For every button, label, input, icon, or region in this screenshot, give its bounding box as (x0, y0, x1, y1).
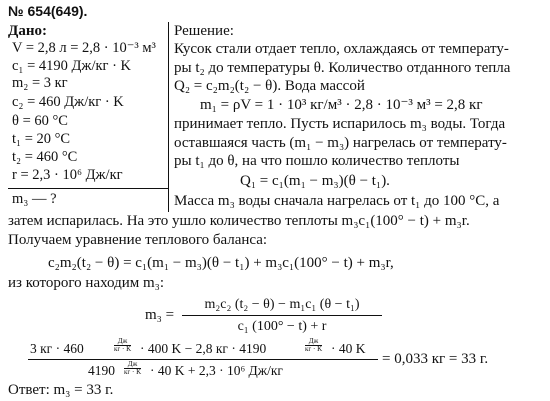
calc-den-part-1: 4190 (88, 363, 115, 378)
solution-line-4: m₁ = ρV = 1 · 10³ кг/м³ · 2,8 · 10⁻³ м³ = 2,8 кг (200, 97, 483, 113)
solution-line-3: Q₂ = c₂m₂(t₂ − θ). Вода массой (174, 78, 365, 94)
given-divider (8, 188, 168, 189)
solution-line-5: принимает тепло. Пусть испарилось m₃ воды. Тогда (174, 116, 506, 132)
solution-line-9: Масса m₃ воды сначала нагрелась от t₁ до 100 °C, а (174, 193, 500, 209)
given-line-2: c₁ = 4190 Дж/кг · K (12, 58, 132, 74)
problem-number: № 654(649). (8, 3, 88, 19)
given-line-7: t₂ = 460 °C (12, 149, 78, 165)
solution-line-8: Q₁ = c₁(m₁ − m₃)(θ − t₁). (240, 173, 390, 189)
given-title: Дано: (8, 23, 47, 39)
given-line-6: t₁ = 20 °C (12, 131, 71, 147)
solution-line-2: ры t₂ до температуры θ. Количество отданного тепла (174, 60, 511, 76)
calc-fraction-bar (28, 359, 378, 360)
given-line-4: c₂ = 460 Дж/кг · K (12, 94, 124, 110)
calc-num-part-1: 3 кг · 460 (30, 341, 84, 356)
calc-den-part-2: · 40 K + 2,3 · 10⁶ Дж/кг (150, 363, 283, 378)
calc-unit-frac-2: Дж кг · K (305, 337, 323, 353)
body-line-1: затем испарилась. На это ушло количество теплоты m₃c₁(100° − t) + m₃r. (8, 213, 470, 229)
formula-denominator: c₁ (100° − t) + r (237, 319, 327, 334)
solution-title: Решение: (174, 23, 234, 39)
given-line-1: V = 2,8 л = 2,8 · 10⁻³ м³ (12, 40, 156, 56)
calc-unit-frac-1: Дж кг · K (114, 337, 132, 353)
given-line-8: r = 2,3 · 10⁶ Дж/кг (12, 167, 123, 183)
given-separator (168, 22, 169, 212)
find-line: m₃ — ? (12, 191, 57, 207)
calc-unit-frac-3: Дж кг · K (124, 360, 142, 376)
given-line-5: θ = 60 °C (12, 113, 68, 129)
balance-equation: c₂m₂(t₂ − θ) = c₁(m₁ − m₃)(θ − t₁) + m₃c₁(100° − t) + m₃r, (48, 255, 394, 271)
solution-line-1: Кусок стали отдает тепло, охлаждаясь от температу- (174, 41, 509, 57)
body-line-4: из которого находим m₃: (8, 275, 165, 291)
calc-num-part-3: · 40 K (331, 341, 366, 356)
answer-line: Ответ: m₃ = 33 г. (8, 382, 114, 398)
given-line-3: m₂ = 3 кг (12, 75, 68, 91)
formula-numerator: m₂c₂ (t₂ − θ) − m₁c₁ (θ − t₁) (204, 297, 360, 312)
formula-fraction-bar (182, 315, 382, 316)
body-line-2: Получаем уравнение теплового баланса: (8, 232, 268, 248)
formula-lhs: m₃ = (145, 307, 175, 323)
solution-line-7: ры t₁ до θ, на что пошло количество теплоты (174, 153, 460, 169)
calc-num-part-2: · 400 K − 2,8 кг · 4190 (140, 341, 267, 356)
calc-result: = 0,033 кг = 33 г. (382, 351, 489, 367)
solution-line-6: оставшаяся часть (m₁ − m₃) нагрелась от температу- (174, 135, 507, 151)
